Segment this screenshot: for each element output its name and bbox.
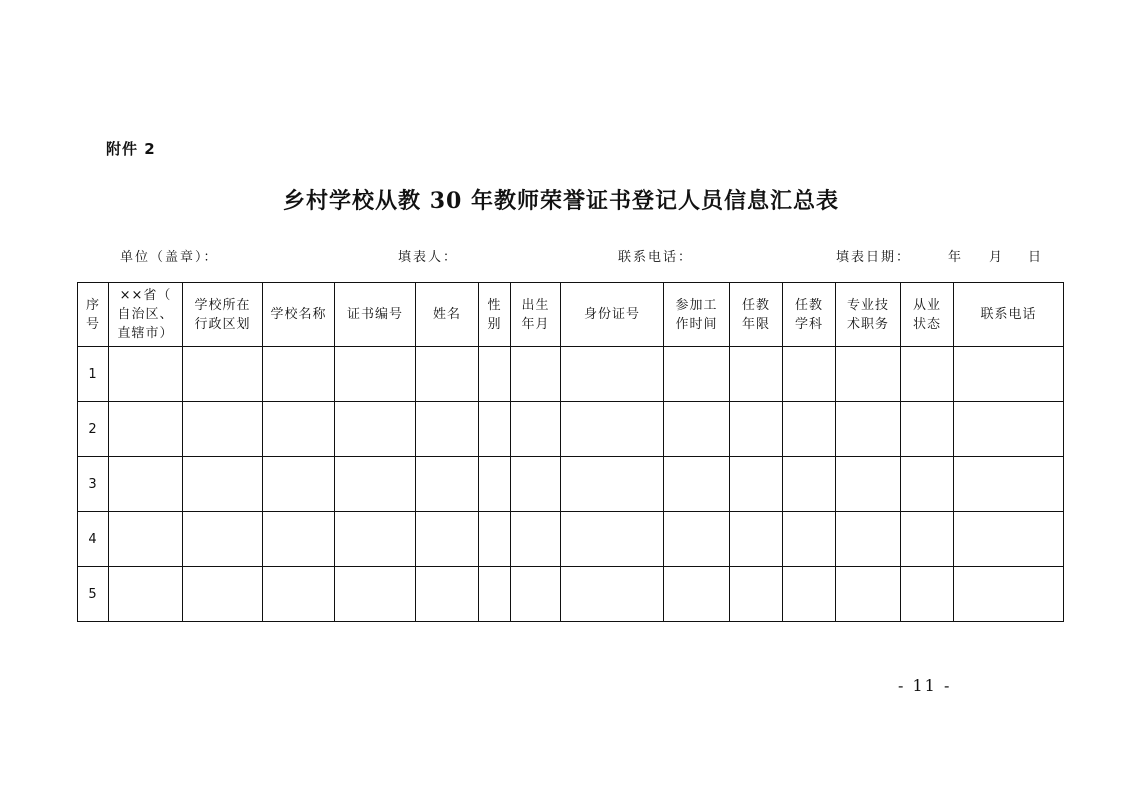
table-cell[interactable] [836,457,901,512]
table-row [78,567,1064,622]
header-employment-status: 从业 状态 [901,283,954,347]
table-cell[interactable] [730,512,783,567]
table-cell[interactable] [335,512,416,567]
table-row [78,512,1064,567]
table-cell[interactable] [901,402,954,457]
table-cell[interactable] [183,457,263,512]
fill-date-label: 填表日期： [836,250,912,265]
table-cell[interactable] [664,567,730,622]
table-cell[interactable] [954,347,1064,402]
attachment-label: 附件 2 [106,140,156,158]
table-cell[interactable] [836,347,901,402]
table-cell[interactable] [954,512,1064,567]
table-cell[interactable] [183,512,263,567]
header-school-name: 学校名称 [263,283,335,347]
table-cell[interactable] [416,567,479,622]
header-birth-month: 出生 年月 [511,283,561,347]
table-cell[interactable] [263,402,335,457]
table-cell[interactable] [901,457,954,512]
table-cell[interactable] [954,402,1064,457]
table-cell[interactable] [783,457,836,512]
table-cell[interactable] [109,402,183,457]
table-cell[interactable] [664,457,730,512]
table-cell[interactable] [479,457,511,512]
table-cell[interactable] [479,347,511,402]
date-month-label: 月 [989,250,1005,265]
summary-table [77,282,1064,622]
contact-phone-label: 联系电话： [618,250,694,265]
header-province: ××省（ 自治区、 直辖市） [109,283,183,347]
row-number: 1 [78,347,109,402]
table-cell[interactable] [954,567,1064,622]
table-cell[interactable] [561,567,664,622]
table-cell[interactable] [335,457,416,512]
header-name: 姓名 [416,283,479,347]
document-title: 乡村学校从教 30 年教师荣誉证书登记人员信息汇总表 [283,188,839,214]
table-cell[interactable] [416,457,479,512]
row-number: 4 [78,512,109,567]
header-certificate-number: 证书编号 [335,283,416,347]
header-teaching-years: 任教 年限 [730,283,783,347]
table-cell[interactable] [416,402,479,457]
table-cell[interactable] [730,347,783,402]
table-cell[interactable] [561,512,664,567]
header-gender: 性 别 [479,283,511,347]
table-cell[interactable] [263,567,335,622]
table-cell[interactable] [561,347,664,402]
table-row [78,457,1064,512]
table-cell[interactable] [109,457,183,512]
table-cell[interactable] [511,347,561,402]
table-cell[interactable] [183,347,263,402]
table-cell[interactable] [479,402,511,457]
header-contact-phone: 联系电话 [954,283,1064,347]
table-cell[interactable] [183,402,263,457]
table-cell[interactable] [109,347,183,402]
table-cell[interactable] [730,567,783,622]
table-cell[interactable] [511,512,561,567]
header-id-number: 身份证号 [561,283,664,347]
header-school-region: 学校所在 行政区划 [183,283,263,347]
table-cell[interactable] [836,402,901,457]
row-number: 5 [78,567,109,622]
table-cell[interactable] [263,457,335,512]
table-cell[interactable] [730,402,783,457]
table-cell[interactable] [783,347,836,402]
date-year-label: 年 [948,250,964,265]
table-cell[interactable] [109,567,183,622]
table-cell[interactable] [901,512,954,567]
table-cell[interactable] [664,347,730,402]
page-number: - 11 - [898,676,952,695]
table-cell[interactable] [335,402,416,457]
filler-label: 填表人： [398,250,459,265]
table-cell[interactable] [263,347,335,402]
table-cell[interactable] [783,402,836,457]
table-cell[interactable] [335,347,416,402]
header-professional-title: 专业技 术职务 [836,283,901,347]
table-body [78,347,1064,622]
table-cell[interactable] [511,567,561,622]
table-cell[interactable] [479,567,511,622]
table-cell[interactable] [561,457,664,512]
table-cell[interactable] [416,347,479,402]
table-cell[interactable] [511,457,561,512]
table-cell[interactable] [416,512,479,567]
date-day-label: 日 [1028,250,1044,265]
table-cell[interactable] [954,457,1064,512]
table-cell[interactable] [263,512,335,567]
table-header-row [78,283,1064,347]
header-teaching-subject: 任教 学科 [783,283,836,347]
row-number: 3 [78,457,109,512]
table-cell[interactable] [183,567,263,622]
table-cell[interactable] [561,402,664,457]
table-row [78,347,1064,402]
row-number: 2 [78,402,109,457]
table-cell[interactable] [901,347,954,402]
table-cell[interactable] [511,402,561,457]
table-cell[interactable] [730,457,783,512]
table-cell[interactable] [664,512,730,567]
table-cell[interactable] [479,512,511,567]
table-cell[interactable] [836,512,901,567]
table-cell[interactable] [901,567,954,622]
table-cell[interactable] [335,567,416,622]
table-cell[interactable] [664,402,730,457]
table-cell[interactable] [836,567,901,622]
header-work-start: 参加工 作时间 [664,283,730,347]
unit-stamp-label: 单位（盖章）： [120,250,219,265]
table-cell[interactable] [109,512,183,567]
table-cell[interactable] [783,567,836,622]
table-row [78,402,1064,457]
table-cell[interactable] [783,512,836,567]
header-seq: 序 号 [78,283,109,347]
